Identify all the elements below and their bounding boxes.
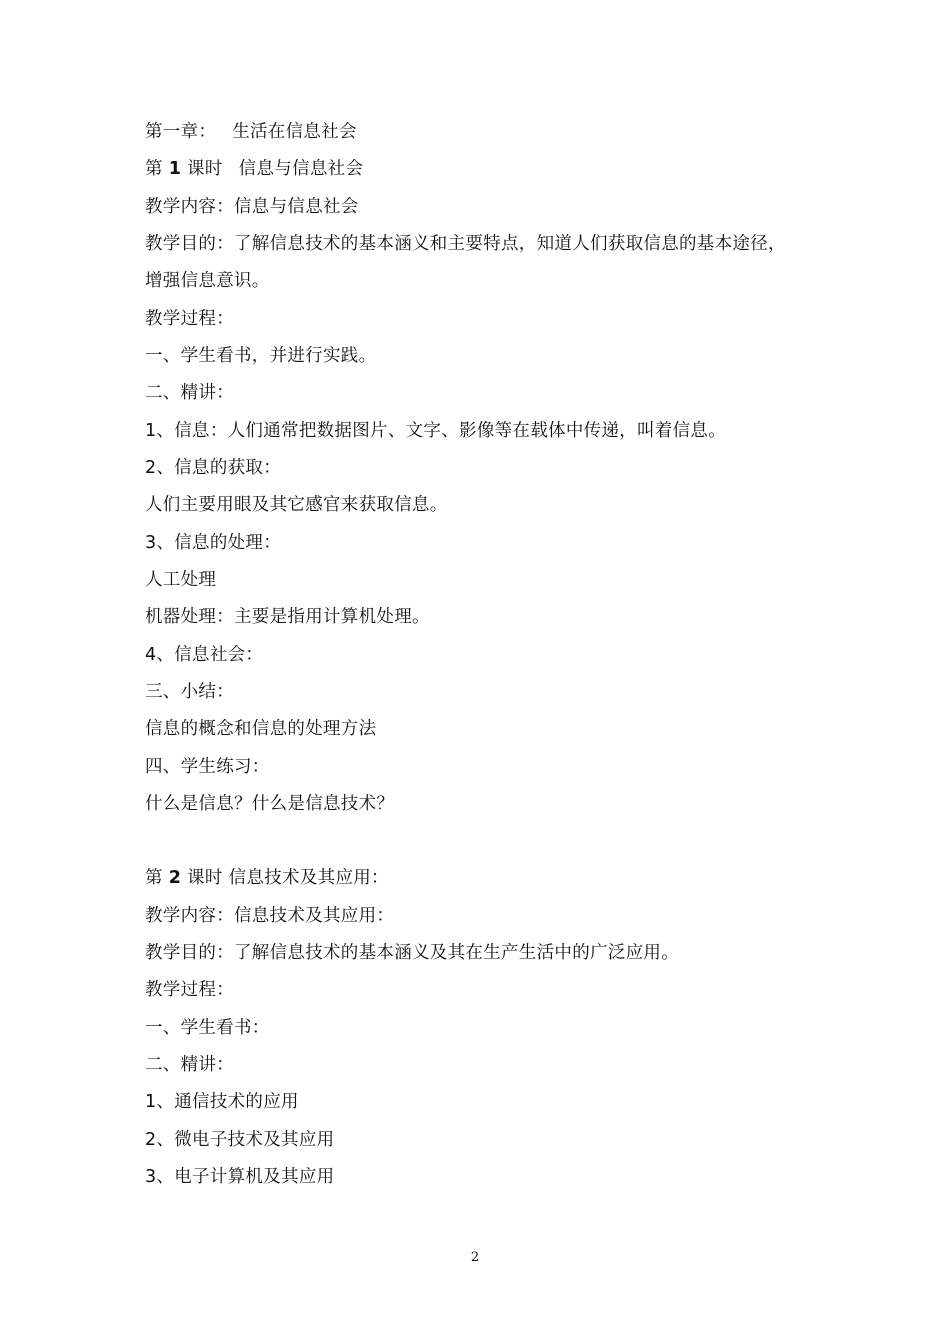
lesson1-title: 信息与信息社会 <box>238 159 364 179</box>
lesson2-heading <box>145 863 389 893</box>
lesson1-label-suffix: 课时 <box>187 159 223 179</box>
lesson2-number: 2 <box>168 868 182 888</box>
lesson1-item2-detail: 人们主要用眼及其它感官来获取信息。 <box>145 495 448 515</box>
lesson2-step1: 一、学生看书： <box>145 1018 270 1038</box>
lesson1-item4: 4、信息社会： <box>145 645 264 665</box>
lesson1-step3: 三、小结： <box>145 682 234 702</box>
chapter-title: 生活在信息社会 <box>232 122 357 142</box>
lesson2-item2: 2、微电子技术及其应用 <box>145 1130 335 1150</box>
lesson1-step4: 四、学生练习： <box>145 757 270 777</box>
lesson2-step2: 二、精讲： <box>145 1055 234 1075</box>
lesson1-goal-line1: 教学目的：了解信息技术的基本涵义和主要特点，知道人们获取信息的基本途径， <box>145 234 786 254</box>
lesson1-step2: 二、精讲： <box>145 383 234 403</box>
lesson1-heading <box>145 154 363 184</box>
lesson1-item3-detail1: 人工处理 <box>145 570 217 590</box>
lesson1-step1: 一、学生看书，并进行实践。 <box>145 346 377 366</box>
lesson1-item1: 1、信息：人们通常把数据图片、文字、影像等在载体中传递，叫着信息。 <box>145 421 727 441</box>
lesson1-exercise: 什么是信息？什么是信息技术？ <box>145 794 395 814</box>
lesson2-goal: 教学目的：了解信息技术的基本涵义及其在生产生活中的广泛应用。 <box>145 943 679 963</box>
lesson2-process: 教学过程： <box>145 980 234 1000</box>
lesson1-item3: 3、信息的处理： <box>145 533 282 553</box>
lesson1-process: 教学过程： <box>145 309 234 329</box>
lesson1-number: 1 <box>168 159 182 179</box>
lesson2-label-prefix: 第 <box>145 868 163 888</box>
lesson2-item1: 1、通信技术的应用 <box>145 1092 299 1112</box>
lesson1-content: 教学内容：信息与信息社会 <box>145 197 359 217</box>
lesson2-item3: 3、电子计算机及其应用 <box>145 1167 335 1187</box>
page-number: 2 <box>470 1250 480 1265</box>
chapter-heading <box>145 117 357 147</box>
lesson2-label-suffix: 课时 <box>187 868 223 888</box>
lesson2-content: 教学内容：信息技术及其应用： <box>145 906 395 926</box>
chapter-label: 第一章： <box>145 122 217 142</box>
lesson2-title: 信息技术及其应用： <box>228 868 389 888</box>
lesson1-item3-detail2: 机器处理：主要是指用计算机处理。 <box>145 607 430 627</box>
lesson1-item2: 2、信息的获取： <box>145 458 282 478</box>
lesson1-summary: 信息的概念和信息的处理方法 <box>145 719 377 739</box>
lesson1-label-prefix: 第 <box>145 159 163 179</box>
lesson1-goal-line2: 增强信息意识。 <box>145 271 270 291</box>
